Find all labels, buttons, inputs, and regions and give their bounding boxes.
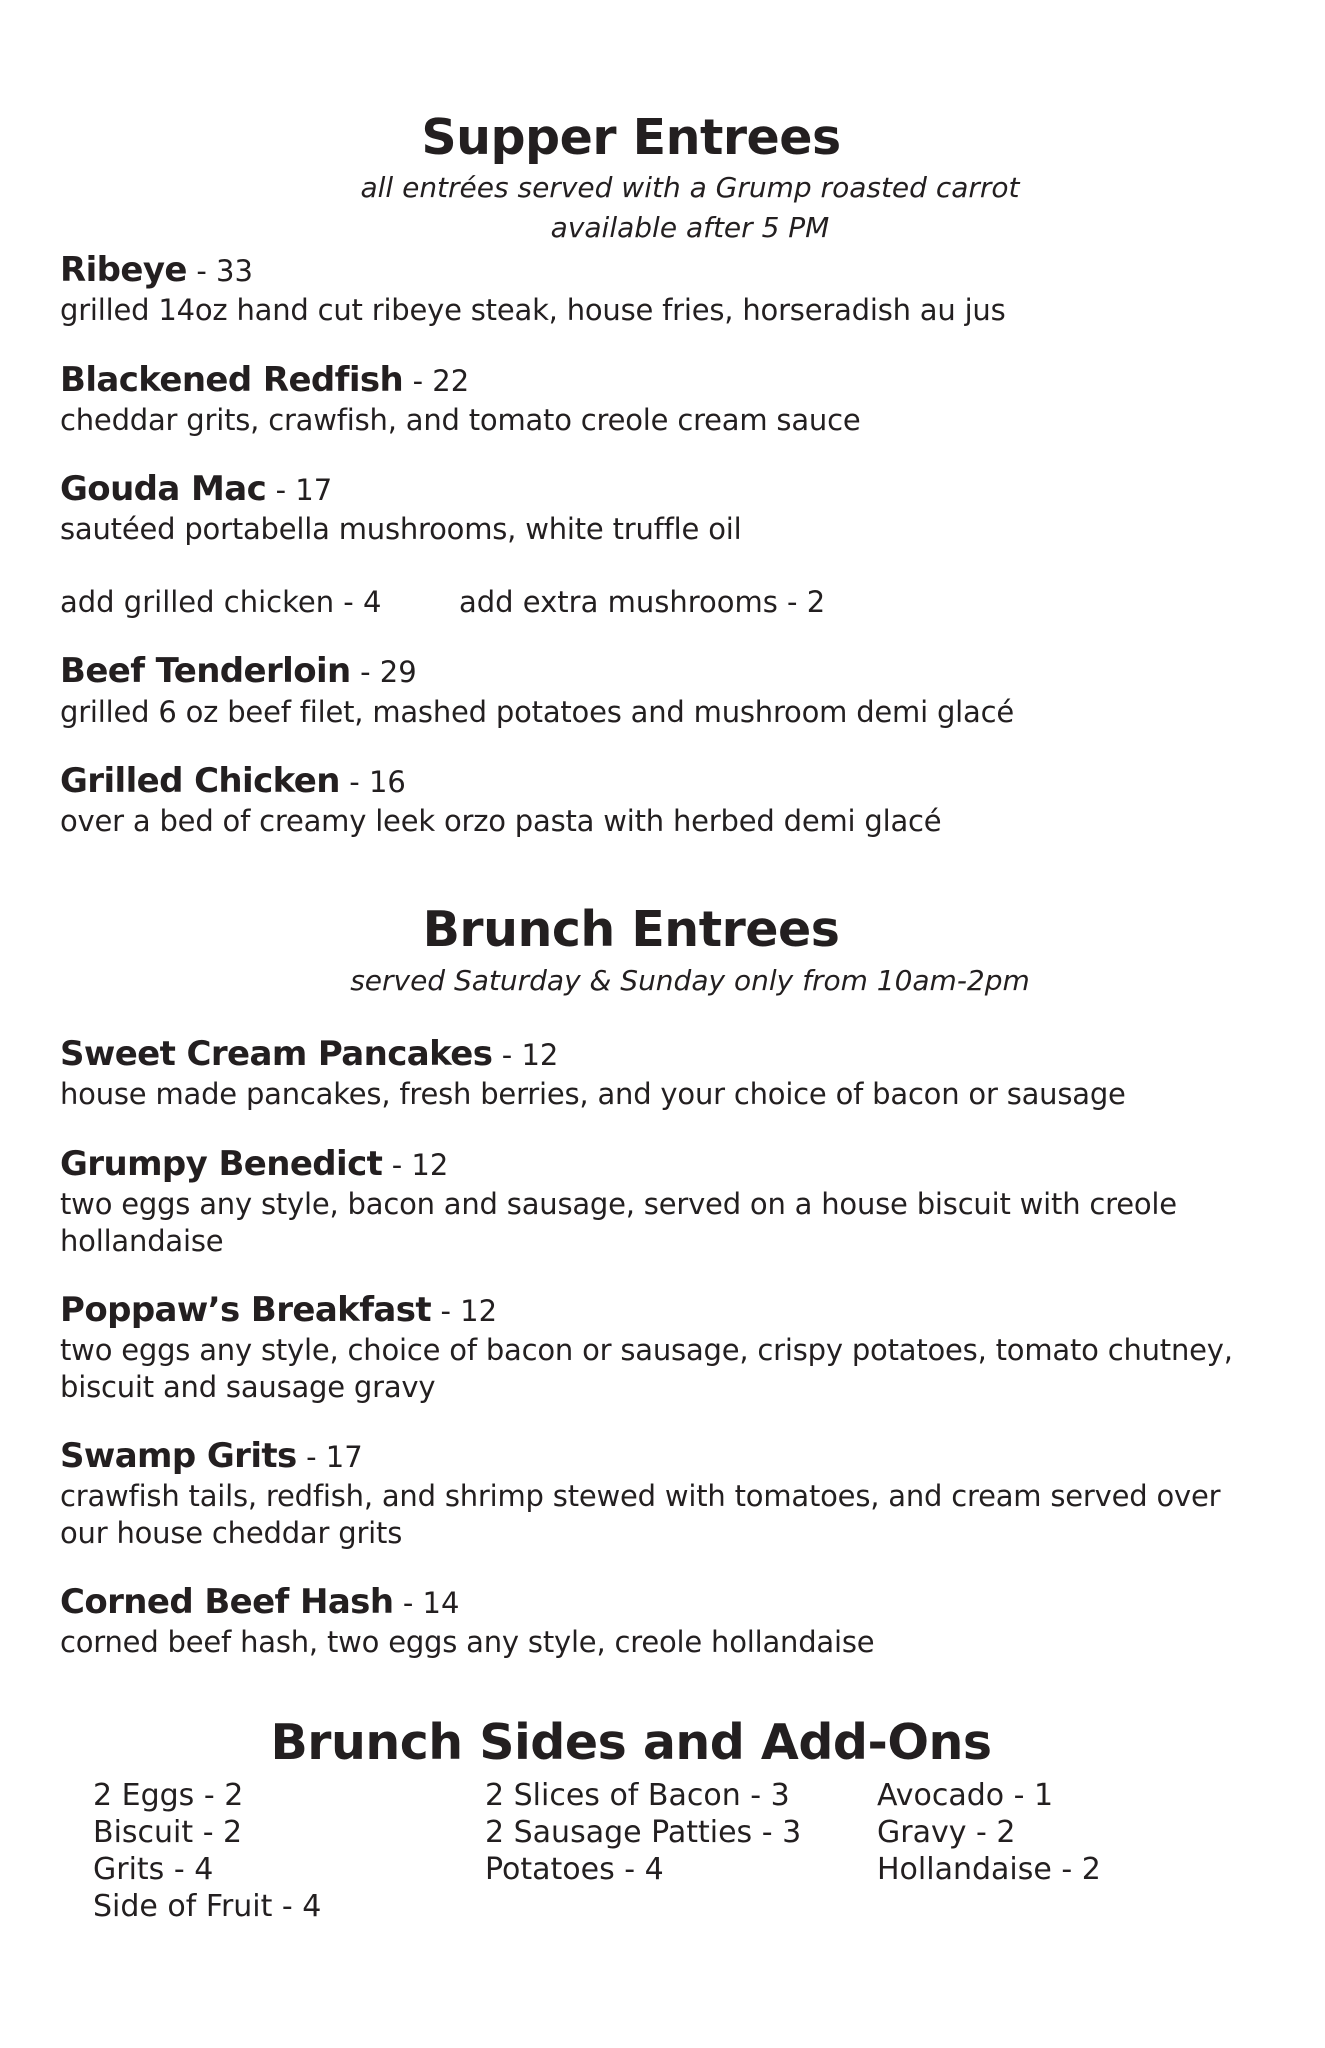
menu-item-heading — [60, 761, 406, 801]
menu-item-price: - 14 — [402, 1586, 460, 1620]
side-item: 2 Eggs - 2 — [93, 1778, 244, 1813]
menu-item-description: two eggs any style, choice of bacon or sausage, crispy potatoes, tomato chutney, biscuit and sausage gravy — [60, 1333, 1233, 1404]
sides-column-3 — [877, 1777, 1101, 1888]
menu-item-name: Swamp Grits — [60, 1436, 297, 1476]
brunch-title: Brunch Entrees — [422, 901, 840, 958]
menu-item-heading — [60, 1290, 498, 1330]
menu-item-price: - 12 — [501, 1038, 559, 1072]
menu-item-description: over a bed of creamy leek orzo pasta with herbed demi glacé — [60, 804, 942, 838]
supper-subtitle: all entrées served with a Grump roasted carrot — [360, 171, 1020, 204]
menu-item-heading — [60, 1582, 460, 1622]
side-item: Grits - 4 — [93, 1852, 214, 1887]
menu-item-name: Ribeye — [60, 250, 187, 290]
addon-grilled-chicken: add grilled chicken - 4 — [60, 585, 382, 619]
sides-column-2 — [485, 1777, 801, 1888]
menu-item-heading — [60, 1034, 559, 1074]
side-item: Gravy - 2 — [877, 1815, 1016, 1850]
menu-item-heading — [60, 250, 253, 290]
menu-item-description: grilled 14oz hand cut ribeye steak, house fries, horseradish au jus — [60, 293, 1006, 327]
menu-item-name: Blackened Redfish — [60, 360, 404, 400]
menu-item-price: - 17 — [275, 473, 333, 507]
side-item: 2 Slices of Bacon - 3 — [485, 1778, 790, 1813]
menu-item-name: Sweet Cream Pancakes — [60, 1034, 493, 1074]
menu-item-description: cheddar grits, crawfish, and tomato creole cream sauce — [60, 403, 861, 437]
menu-item-price: - 16 — [349, 765, 406, 799]
menu-item-description: crawfish tails, redfish, and shrimp stewed with tomatoes, and cream served over our house cheddar grits — [60, 1479, 1221, 1550]
menu-item-price: - 29 — [360, 655, 417, 689]
side-item: Potatoes - 4 — [485, 1852, 664, 1887]
menu-item-heading — [60, 651, 417, 691]
menu-item-price: - 33 — [196, 254, 253, 288]
menu-item-price: - 22 — [412, 364, 470, 398]
sides-title: Brunch Sides and Add-Ons — [270, 1714, 992, 1771]
menu-item-price: - 12 — [440, 1294, 498, 1328]
supper-availability: available after 5 PM — [550, 211, 830, 244]
side-item: 2 Sausage Patties - 3 — [485, 1815, 802, 1850]
menu-item-name: Corned Beef Hash — [60, 1582, 394, 1622]
menu-item-price: - 12 — [391, 1148, 449, 1182]
menu-item-name: Poppaw’s Breakfast — [60, 1290, 432, 1330]
menu-item-heading — [60, 360, 470, 400]
menu-item-description: grilled 6 oz beef filet, mashed potatoes and mushroom demi glacé — [60, 695, 1014, 729]
addon-extra-mushrooms: add extra mushrooms - 2 — [459, 585, 826, 619]
side-item: Biscuit - 2 — [93, 1815, 243, 1850]
menu-item-price: - 17 — [306, 1440, 363, 1474]
side-item: Side of Fruit - 4 — [93, 1889, 322, 1924]
brunch-subtitle: served Saturday & Sunday only from 10am-2pm — [350, 964, 1030, 997]
menu-item-description: sautéed portabella mushrooms, white truffle oil — [60, 512, 742, 546]
supper-title: Supper Entrees — [421, 109, 841, 166]
menu-item-heading — [60, 469, 333, 509]
menu-item-name: Beef Tenderloin — [60, 651, 351, 691]
side-item: Avocado - 1 — [877, 1778, 1054, 1813]
menu-item-heading — [60, 1436, 363, 1476]
menu-item-description: two eggs any style, bacon and sausage, served on a house biscuit with creole hollandaise — [60, 1187, 1177, 1258]
menu-item-name: Gouda Mac — [60, 469, 267, 509]
menu-item-name: Grilled Chicken — [60, 761, 340, 801]
menu-item-description: corned beef hash, two eggs any style, creole hollandaise — [60, 1625, 875, 1659]
side-item: Hollandaise - 2 — [877, 1852, 1101, 1887]
menu-item-name: Grumpy Benedict — [60, 1144, 383, 1184]
menu-item-description: house made pancakes, fresh berries, and your choice of bacon or sausage — [60, 1077, 1126, 1111]
sides-column-1 — [93, 1777, 321, 1925]
menu-item-heading — [60, 1144, 449, 1184]
